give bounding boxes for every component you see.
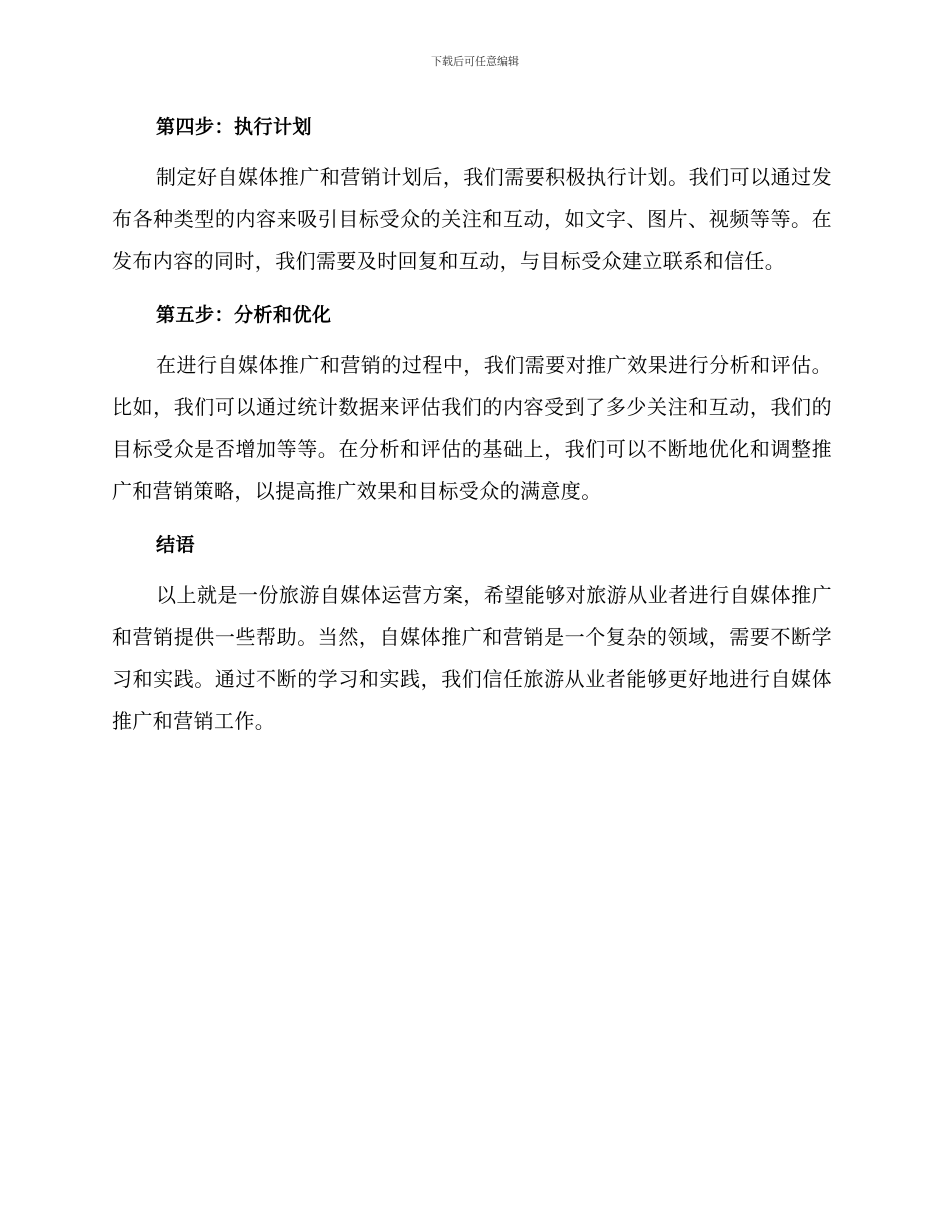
section-heading: 结语	[156, 534, 196, 556]
section-heading: 第五步：分析和优化	[156, 304, 332, 326]
section-heading: 第四步：执行计划	[156, 116, 313, 138]
section-step-five	[112, 296, 832, 512]
document-body	[112, 108, 832, 756]
section-paragraph: 以上就是一份旅游自媒体运营方案，希望能够对旅游从业者进行自媒体推广和营销提供一些帮助。当然，自媒体推广和营销是一个复杂的领域，需要不断学习和实践。通过不断的学习和实践，我们信任旅游从业者能够更好地进行自媒体推广和营销工作。	[112, 583, 832, 733]
section-conclusion	[112, 526, 832, 742]
section-step-four	[112, 108, 832, 282]
section-paragraph: 在进行自媒体推广和营销的过程中，我们需要对推广效果进行分析和评估。比如，我们可以通过统计数据来评估我们的内容受到了多少关注和互动，我们的目标受众是否增加等等。在分析和评估的基础上，我们可以不断地优化和调整推广和营销策略，以提高推广效果和目标受众的满意度。	[112, 353, 832, 503]
section-paragraph: 制定好自媒体推广和营销计划后，我们需要积极执行计划。我们可以通过发布各种类型的内容来吸引目标受众的关注和互动，如文字、图片、视频等等。在发布内容的同时，我们需要及时回复和互动，与目标受众建立联系和信任。	[112, 165, 832, 273]
page-header: 下载后可任意编辑	[431, 55, 519, 68]
